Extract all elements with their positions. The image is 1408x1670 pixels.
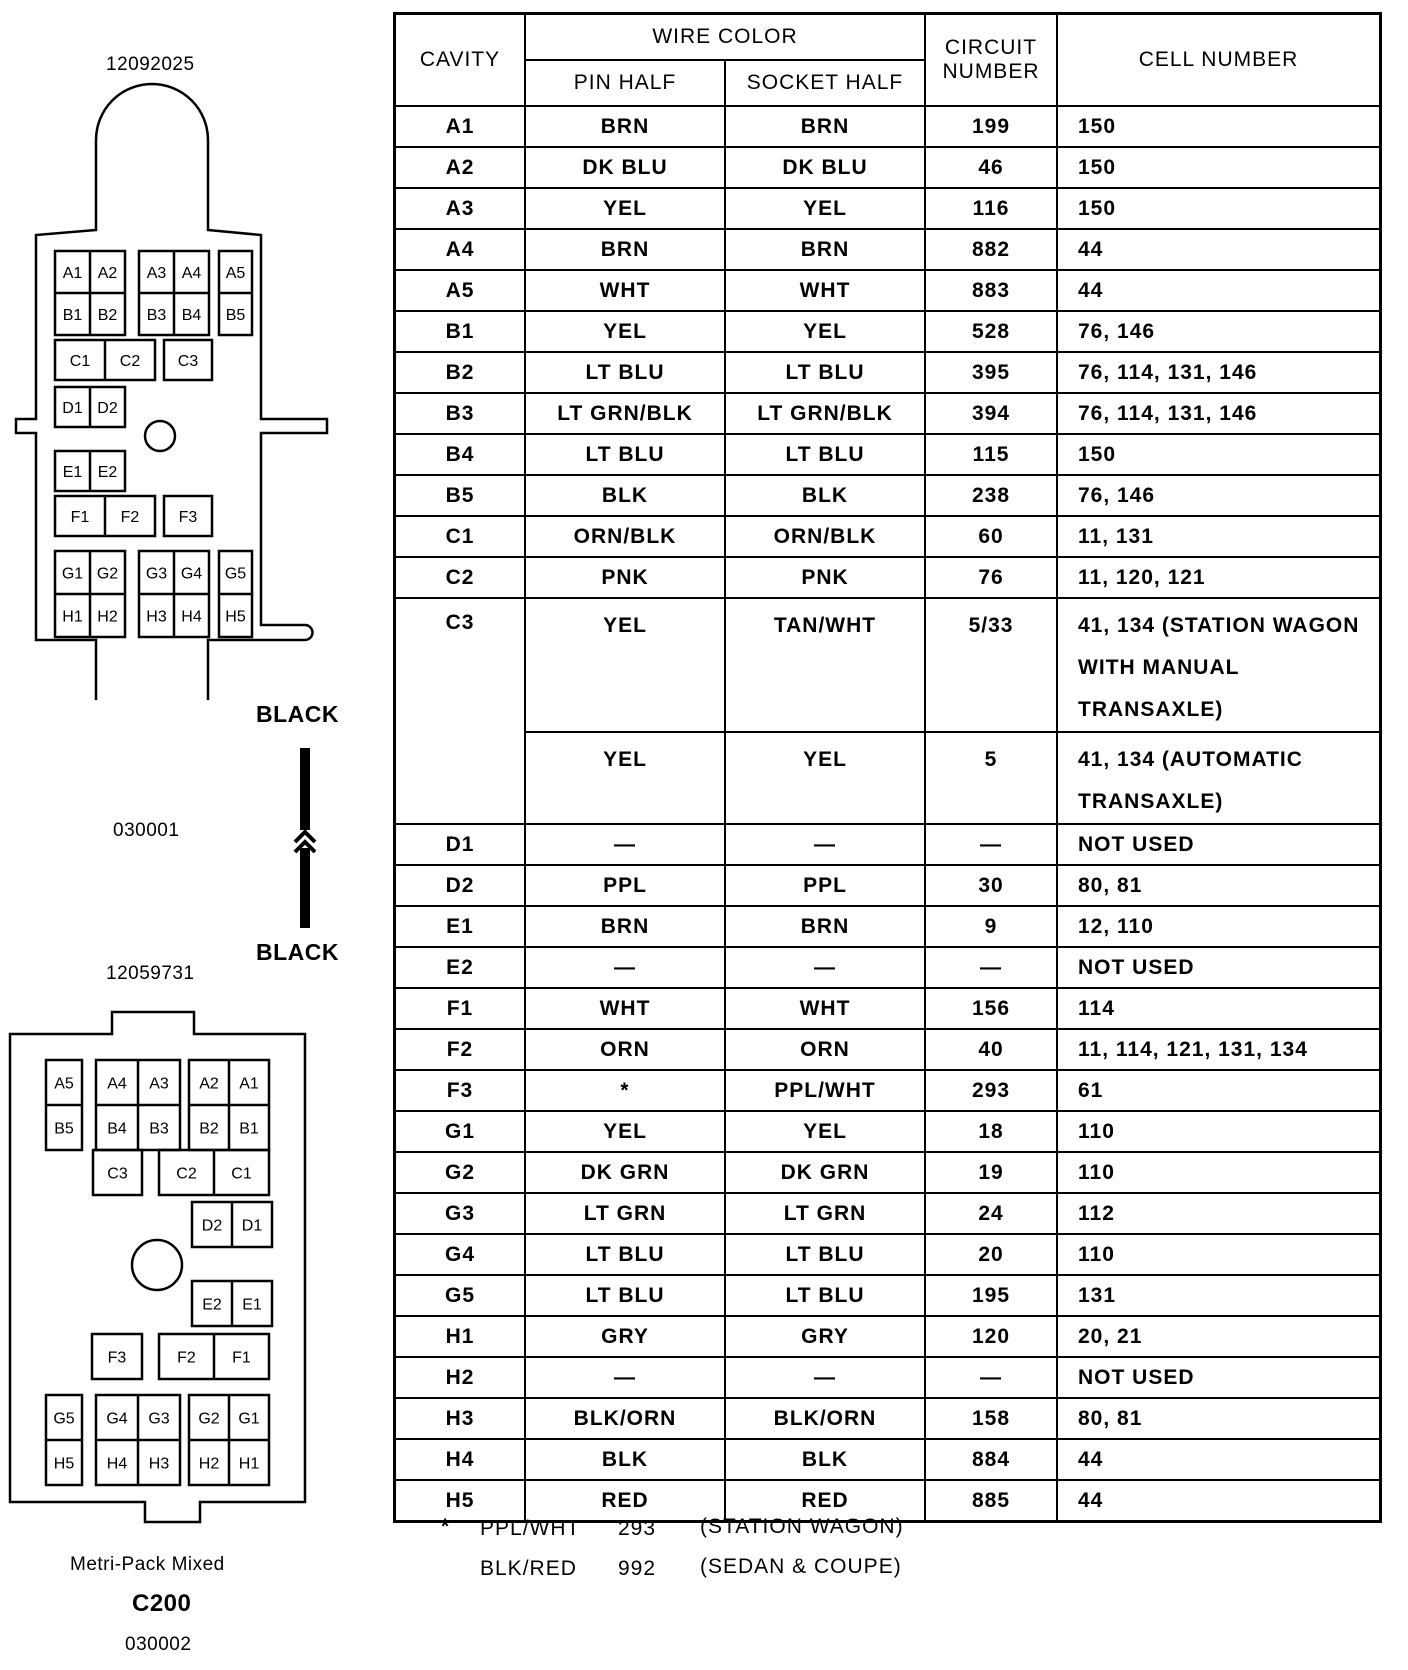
cavity-cell: G5 <box>395 1275 526 1316</box>
pin-half-cell: PNK <box>525 557 725 598</box>
circuit-number-cell: 199 <box>925 106 1057 147</box>
cavity-cell: B3 <box>395 393 526 434</box>
table-row <box>395 1070 1381 1111</box>
table-row <box>395 557 1381 598</box>
socket-half-cell: PNK <box>725 557 925 598</box>
cell-number-cell: 11, 120, 121 <box>1057 557 1381 598</box>
cavity-cell: F3 <box>395 1070 526 1111</box>
circuit-number-cell: 76 <box>925 557 1057 598</box>
cavity-cell: E2 <box>395 947 526 988</box>
pin-half-cell: PPL <box>525 865 725 906</box>
top-cavity-label: C2 <box>119 353 141 370</box>
top-color-label: BLACK <box>256 701 339 727</box>
cell-number-cell: 131 <box>1057 1275 1381 1316</box>
pin-half-cell: LT BLU <box>525 434 725 475</box>
cell-number-cell: 80, 81 <box>1057 865 1381 906</box>
cell-number-cell: 11, 131 <box>1057 516 1381 557</box>
cell-number-cell: 76, 114, 131, 146 <box>1057 393 1381 434</box>
bottom-cavity-label: G2 <box>198 1410 220 1428</box>
circuit-number-cell: 19 <box>925 1152 1057 1193</box>
cavity-cell: D2 <box>395 865 526 906</box>
pin-half-cell: ORN/BLK <box>525 516 725 557</box>
table-row <box>395 1439 1381 1480</box>
cavity-cell: G1 <box>395 1111 526 1152</box>
table-row <box>395 1398 1381 1439</box>
table-row <box>395 147 1381 188</box>
cavity-cell: A5 <box>395 270 526 311</box>
table-row <box>395 598 1381 732</box>
socket-half-cell: YEL <box>725 732 925 824</box>
cavity-cell: C3 <box>395 598 526 824</box>
socket-half-cell: WHT <box>725 988 925 1029</box>
circuit-number-cell: 115 <box>925 434 1057 475</box>
cell-number-cell: 150 <box>1057 434 1381 475</box>
socket-half-cell: BLK <box>725 475 925 516</box>
socket-half-cell: PPL <box>725 865 925 906</box>
pin-half-cell: — <box>525 824 725 865</box>
pin-half-cell: RED <box>525 1480 725 1522</box>
table-row <box>395 229 1381 270</box>
cell-number-cell: NOT USED <box>1057 947 1381 988</box>
header-cavity: CAVITY <box>395 14 526 107</box>
table-row <box>395 475 1381 516</box>
cell-number-cell: 44 <box>1057 229 1381 270</box>
socket-half-cell: ORN/BLK <box>725 516 925 557</box>
top-cavity-label: E2 <box>97 464 118 481</box>
cavity-cell: H5 <box>395 1480 526 1522</box>
top-cavity-label: B2 <box>97 307 118 324</box>
pin-half-cell: BRN <box>525 906 725 947</box>
socket-half-cell: YEL <box>725 188 925 229</box>
bottom-cavity-label: D1 <box>241 1217 263 1235</box>
socket-half-cell: LT BLU <box>725 434 925 475</box>
bottom-cavity-label: F3 <box>107 1349 127 1367</box>
bottom-cavity-label: H1 <box>238 1455 260 1473</box>
cavity-cell: A1 <box>395 106 526 147</box>
socket-half-cell: ORN <box>725 1029 925 1070</box>
pin-half-cell: DK BLU <box>525 147 725 188</box>
top-cavity-label: H4 <box>181 608 202 626</box>
socket-half-cell: BLK <box>725 1439 925 1480</box>
top-connector-diagram <box>0 0 330 700</box>
bottom-cavity-label: E2 <box>202 1296 222 1314</box>
cell-number-cell: 44 <box>1057 1480 1381 1522</box>
cell-number-cell: 112 <box>1057 1193 1381 1234</box>
pin-half-cell: YEL <box>525 732 725 824</box>
pin-half-cell: — <box>525 947 725 988</box>
top-cavity-label: B1 <box>62 307 83 324</box>
top-cavity-label: A3 <box>146 265 167 282</box>
circuit-number-cell: 60 <box>925 516 1057 557</box>
top-connector-part-number: 12092025 <box>106 54 195 75</box>
bottom-cavity-label: B3 <box>149 1120 169 1138</box>
circuit-number-cell: 528 <box>925 311 1057 352</box>
cavity-cell: E1 <box>395 906 526 947</box>
bottom-cavity-label: G5 <box>53 1410 75 1428</box>
pin-half-cell: BRN <box>525 229 725 270</box>
top-connector-hole <box>145 421 175 451</box>
socket-half-cell: BRN <box>725 106 925 147</box>
cell-number-cell: 150 <box>1057 106 1381 147</box>
bottom-cavity-label: B5 <box>54 1120 74 1138</box>
socket-half-cell: DK BLU <box>725 147 925 188</box>
cavity-cell: B1 <box>395 311 526 352</box>
pin-half-cell: LT BLU <box>525 352 725 393</box>
table-row <box>395 270 1381 311</box>
cell-number-cell: 110 <box>1057 1234 1381 1275</box>
mating-arrow-icon <box>290 748 320 948</box>
header-cell-number: CELL NUMBER <box>1057 14 1381 107</box>
cavity-cell: H3 <box>395 1398 526 1439</box>
bottom-cavity-label: F2 <box>177 1349 196 1367</box>
cavity-cell: B2 <box>395 352 526 393</box>
bottom-cavity-label: A3 <box>149 1075 169 1093</box>
bottom-connector-type: Metri-Pack Mixed <box>70 1554 225 1575</box>
bottom-cavity-label: G3 <box>148 1410 170 1428</box>
socket-half-cell: LT GRN/BLK <box>725 393 925 434</box>
bottom-cavity-label: B1 <box>239 1120 259 1138</box>
top-cavity-label: A5 <box>225 265 246 282</box>
top-cavity-label: G5 <box>224 565 247 583</box>
cell-number-cell: 150 <box>1057 147 1381 188</box>
circuit-number-cell: 882 <box>925 229 1057 270</box>
bottom-cavity-label: A5 <box>54 1075 74 1093</box>
circuit-number-cell: 5 <box>925 732 1057 824</box>
circuit-number-cell: 9 <box>925 906 1057 947</box>
top-cavity-label: C3 <box>177 353 199 370</box>
top-cavity-label: A4 <box>181 265 202 282</box>
top-cavity-label: B5 <box>225 307 246 324</box>
circuit-number-cell: 293 <box>925 1070 1057 1111</box>
pin-half-cell: LT BLU <box>525 1275 725 1316</box>
cavity-cell: G4 <box>395 1234 526 1275</box>
top-cavity-label: F2 <box>120 509 140 526</box>
table-row <box>395 865 1381 906</box>
circuit-number-cell: 120 <box>925 1316 1057 1357</box>
top-cavity-label: A1 <box>62 265 83 282</box>
cell-number-cell: 20, 21 <box>1057 1316 1381 1357</box>
bottom-connector-hole <box>132 1240 182 1290</box>
top-cavity-label: A2 <box>97 265 118 282</box>
footnote-note-2: (SEDAN & COUPE) <box>700 1555 902 1578</box>
wire-table <box>393 12 1382 1523</box>
table-row <box>395 311 1381 352</box>
pin-half-cell: BLK <box>525 475 725 516</box>
pin-half-cell: YEL <box>525 311 725 352</box>
table-row <box>395 947 1381 988</box>
bottom-connector-id: C200 <box>132 1590 192 1617</box>
top-cavity-label: G3 <box>145 565 168 583</box>
footnote-note-1: (STATION WAGON) <box>700 1515 904 1538</box>
cavity-cell: C1 <box>395 516 526 557</box>
cavity-cell: F2 <box>395 1029 526 1070</box>
table-row <box>395 988 1381 1029</box>
circuit-number-cell: 30 <box>925 865 1057 906</box>
circuit-number-cell: 885 <box>925 1480 1057 1522</box>
bottom-cavity-label: H5 <box>53 1455 75 1473</box>
top-cavity-label: B3 <box>146 307 167 324</box>
bottom-cavity-label: G1 <box>238 1410 260 1428</box>
cavity-cell: H1 <box>395 1316 526 1357</box>
table-row <box>395 824 1381 865</box>
footnote-circuit-1: 293 <box>618 1517 657 1540</box>
bottom-color-label: BLACK <box>256 939 339 965</box>
top-cavity-label: F3 <box>178 509 198 526</box>
bottom-cavity-label: H2 <box>198 1455 220 1473</box>
cavity-cell: C2 <box>395 557 526 598</box>
cell-number-cell: 110 <box>1057 1111 1381 1152</box>
footnote-color-1: PPL/WHT <box>480 1517 581 1540</box>
cavity-cell: H2 <box>395 1357 526 1398</box>
table-row <box>395 106 1381 147</box>
table-row <box>395 1234 1381 1275</box>
cell-number-cell: 44 <box>1057 1439 1381 1480</box>
pin-half-cell: WHT <box>525 270 725 311</box>
top-cavity-label: B4 <box>181 307 202 324</box>
table-row <box>395 1357 1381 1398</box>
pin-half-cell: BLK/ORN <box>525 1398 725 1439</box>
circuit-number-cell: 5/33 <box>925 598 1057 732</box>
cell-number-cell: 76, 114, 131, 146 <box>1057 352 1381 393</box>
circuit-number-cell: 18 <box>925 1111 1057 1152</box>
table-row <box>395 1111 1381 1152</box>
cell-number-cell: 61 <box>1057 1070 1381 1111</box>
top-cavity-label: H5 <box>225 608 246 626</box>
table-row <box>395 1152 1381 1193</box>
table-row <box>395 1029 1381 1070</box>
cell-number-cell: 11, 114, 121, 131, 134 <box>1057 1029 1381 1070</box>
circuit-number-cell: — <box>925 947 1057 988</box>
bottom-cavity-label: D2 <box>201 1217 223 1235</box>
cell-number-cell: 114 <box>1057 988 1381 1029</box>
pin-half-cell: BRN <box>525 106 725 147</box>
cell-number-cell: 12, 110 <box>1057 906 1381 947</box>
circuit-number-cell: 394 <box>925 393 1057 434</box>
circuit-number-cell: 238 <box>925 475 1057 516</box>
top-cavity-label: H3 <box>146 608 167 626</box>
table-row <box>395 393 1381 434</box>
top-cavity-label: C1 <box>69 353 91 370</box>
bottom-cavity-label: B4 <box>107 1120 127 1138</box>
bottom-cavity-label: F1 <box>232 1349 251 1367</box>
socket-half-cell: BRN <box>725 229 925 270</box>
bottom-cavity-label: E1 <box>242 1296 262 1314</box>
cavity-cell: A4 <box>395 229 526 270</box>
cavity-cell: F1 <box>395 988 526 1029</box>
footnote-marker: * <box>441 1515 451 1538</box>
cell-number-cell: 41, 134 (AUTOMATIC TRANSAXLE) <box>1057 732 1381 824</box>
bottom-cavity-label: G4 <box>106 1410 128 1428</box>
circuit-number-cell: 116 <box>925 188 1057 229</box>
pin-half-cell: DK GRN <box>525 1152 725 1193</box>
cell-number-cell: 76, 146 <box>1057 311 1381 352</box>
circuit-number-cell: 395 <box>925 352 1057 393</box>
table-row <box>395 434 1381 475</box>
bottom-cavity-label: B2 <box>199 1120 219 1138</box>
cavity-cell: B5 <box>395 475 526 516</box>
pin-half-cell: BLK <box>525 1439 725 1480</box>
bottom-connector-diagram <box>0 1000 330 1540</box>
table-row <box>395 352 1381 393</box>
socket-half-cell: GRY <box>725 1316 925 1357</box>
socket-half-cell: WHT <box>725 270 925 311</box>
cavity-cell: H4 <box>395 1439 526 1480</box>
bottom-connector-code: 030002 <box>125 1634 192 1655</box>
socket-half-cell: LT GRN <box>725 1193 925 1234</box>
circuit-number-cell: 40 <box>925 1029 1057 1070</box>
pin-half-cell: * <box>525 1070 725 1111</box>
top-cavity-label: D2 <box>97 400 118 417</box>
footnote-color-2: BLK/RED <box>480 1557 577 1580</box>
socket-half-cell: — <box>725 1357 925 1398</box>
pin-half-cell: LT GRN <box>525 1193 725 1234</box>
top-cavity-label: G2 <box>96 565 119 583</box>
cavity-cell: D1 <box>395 824 526 865</box>
bottom-cavity-label: A4 <box>107 1075 127 1093</box>
bottom-cavity-label: H3 <box>148 1455 170 1473</box>
top-cavity-label: G1 <box>61 565 84 583</box>
header-pin-half: PIN HALF <box>525 60 725 106</box>
top-cavity-label: F1 <box>70 509 90 526</box>
pin-half-cell: LT BLU <box>525 1234 725 1275</box>
socket-half-cell: PPL/WHT <box>725 1070 925 1111</box>
pin-half-cell: ORN <box>525 1029 725 1070</box>
bottom-cavity-label: C1 <box>231 1165 252 1183</box>
cell-number-cell: NOT USED <box>1057 824 1381 865</box>
socket-half-cell: RED <box>725 1480 925 1522</box>
pin-half-cell: WHT <box>525 988 725 1029</box>
table-row <box>395 1275 1381 1316</box>
socket-half-cell: BRN <box>725 906 925 947</box>
pin-half-cell: — <box>525 1357 725 1398</box>
socket-half-cell: DK GRN <box>725 1152 925 1193</box>
pin-half-cell: GRY <box>525 1316 725 1357</box>
top-cavity-label: G4 <box>180 565 203 583</box>
table-row <box>395 188 1381 229</box>
top-cavity-label: E1 <box>62 464 83 481</box>
socket-half-cell: LT BLU <box>725 1275 925 1316</box>
header-circuit-number: CIRCUIT NUMBER <box>925 14 1057 107</box>
circuit-number-cell: — <box>925 1357 1057 1398</box>
bottom-cavity-label: A2 <box>199 1075 219 1093</box>
socket-half-cell: TAN/WHT <box>725 598 925 732</box>
circuit-number-cell: 158 <box>925 1398 1057 1439</box>
top-connector-code: 030001 <box>113 820 180 841</box>
bottom-cavity-label: H4 <box>106 1455 128 1473</box>
circuit-number-cell: 883 <box>925 270 1057 311</box>
cavity-cell: A2 <box>395 147 526 188</box>
cell-number-cell: 110 <box>1057 1152 1381 1193</box>
bottom-connector-part-number: 12059731 <box>106 963 195 984</box>
table-row <box>395 1316 1381 1357</box>
circuit-number-cell: 46 <box>925 147 1057 188</box>
top-cavity-label: H2 <box>97 608 118 626</box>
bottom-cavity-label: C3 <box>107 1165 128 1183</box>
table-row <box>395 516 1381 557</box>
table-row <box>395 906 1381 947</box>
header-wire-color: WIRE COLOR <box>525 14 925 61</box>
cavity-cell: A3 <box>395 188 526 229</box>
socket-half-cell: — <box>725 947 925 988</box>
cell-number-cell: 80, 81 <box>1057 1398 1381 1439</box>
socket-half-cell: YEL <box>725 1111 925 1152</box>
cell-number-cell: 41, 134 (STATION WAGON WITH MANUAL TRANSAXLE) <box>1057 598 1381 732</box>
pin-half-cell: YEL <box>525 1111 725 1152</box>
footnote-circuit-2: 992 <box>618 1557 657 1580</box>
circuit-number-cell: 195 <box>925 1275 1057 1316</box>
socket-half-cell: BLK/ORN <box>725 1398 925 1439</box>
pin-half-cell: YEL <box>525 188 725 229</box>
cell-number-cell: NOT USED <box>1057 1357 1381 1398</box>
top-cavity-label: D1 <box>62 400 83 417</box>
circuit-number-cell: — <box>925 824 1057 865</box>
socket-half-cell: LT BLU <box>725 352 925 393</box>
header-socket-half: SOCKET HALF <box>725 60 925 106</box>
cavity-cell: B4 <box>395 434 526 475</box>
pin-half-cell: YEL <box>525 598 725 732</box>
bottom-cavity-label: A1 <box>239 1075 259 1093</box>
socket-half-cell: LT BLU <box>725 1234 925 1275</box>
cell-number-cell: 150 <box>1057 188 1381 229</box>
circuit-number-cell: 20 <box>925 1234 1057 1275</box>
cavity-cell: G3 <box>395 1193 526 1234</box>
cell-number-cell: 76, 146 <box>1057 475 1381 516</box>
cell-number-cell: 44 <box>1057 270 1381 311</box>
socket-half-cell: — <box>725 824 925 865</box>
cavity-cell: G2 <box>395 1152 526 1193</box>
circuit-number-cell: 884 <box>925 1439 1057 1480</box>
circuit-number-cell: 24 <box>925 1193 1057 1234</box>
table-row <box>395 732 1381 824</box>
bottom-cavity-label: C2 <box>176 1165 197 1183</box>
table-row <box>395 1193 1381 1234</box>
pin-half-cell: LT GRN/BLK <box>525 393 725 434</box>
top-cavity-label: H1 <box>62 608 83 626</box>
circuit-number-cell: 156 <box>925 988 1057 1029</box>
socket-half-cell: YEL <box>725 311 925 352</box>
